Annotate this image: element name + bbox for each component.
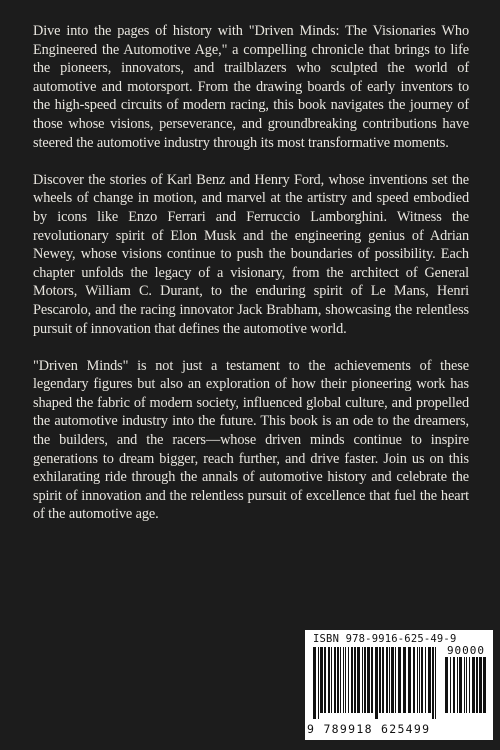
addon-barcode-icon xyxy=(445,657,487,719)
blurb-paragraph-1: Dive into the pages of history with "Driven Minds: The Visionaries Who Engineered the Automotive Age," a compelling chronicle that brings to life the pioneers, innovators, and trailblazers who sculpted the world of automotive and motorsport. From the drawing boards of early inventors to the high-speed circuits of modern racing, this book navigates the journey of those whose visions, perseverance, and groundbreaking contributions have steered the automotive industry through its most transformative moments. xyxy=(33,23,469,151)
ean-barcode-icon xyxy=(313,647,437,719)
isbn-barcode-box xyxy=(305,630,493,740)
blurb-paragraph-3: "Driven Minds" is not just a testament to the achievements of these legendary figures but also an exploration of how their pioneering work has shaped the fabric of modern society, influenced global culture, and propelled the automotive industry into the future. This book is an ode to the dreamers, the builders, and the racers—whose driven minds continue to inspire generations to dream bigger, reach further, and drive faster. Join us on this exhilarating ride through the annals of automotive history and celebrate the spirit of innovation and the relentless pursuit of excellence that fuel the heart of the automotive age. xyxy=(33,357,469,523)
addon-digits: 90000 xyxy=(446,644,486,657)
ean-digits: 9 789918 625499 xyxy=(307,722,431,736)
isbn-label: ISBN 978-9916-625-49-9 xyxy=(313,633,457,645)
blurb-paragraph-2: Discover the stories of Karl Benz and Henry Ford, whose inventions set the wheels of change in motion, and marvel at the artistry and speed embodied by icons like Enzo Ferrari and Ferruccio Lamborghini. Witness the revolutionary spirit of Elon Musk and the engineering genius of Adrian Newey, whose visions continue to push the boundaries of possibility. Each chapter unfolds the legacy of a visionary, from the architect of General Motors, William C. Durant, to the enduring spirit of Le Mans, Henri Pescarolo, and the racing innovator Jack Brabham, showcasing the relentless pursuit of innovation that defines the automotive world. xyxy=(33,171,469,337)
back-cover-blurb xyxy=(33,22,469,543)
